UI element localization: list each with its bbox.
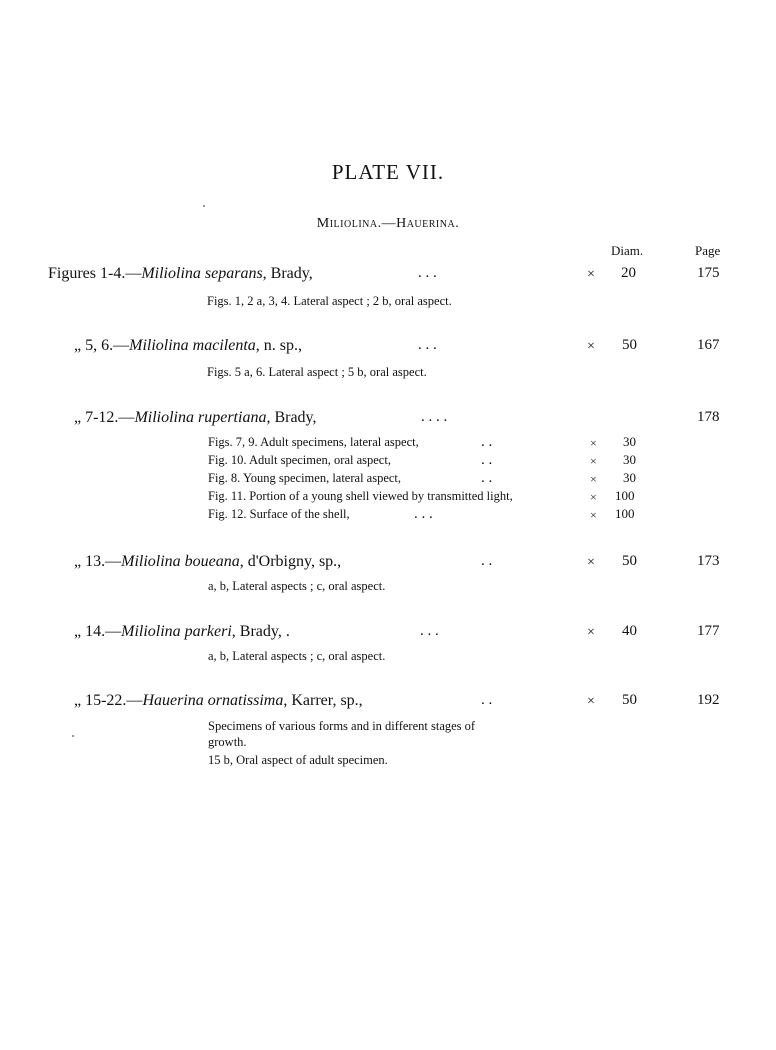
figure-note: Specimens of various forms and in different stages of — [208, 719, 476, 733]
entry-row — [48, 265, 313, 283]
diameter-value: 50 — [622, 692, 637, 708]
page-number: 173 — [697, 553, 720, 569]
magnification-sign: × — [587, 625, 595, 640]
leader-dots: . . . — [420, 623, 439, 639]
magnification-sign: × — [587, 555, 595, 570]
entry-prefix: „ 13.— — [74, 553, 122, 570]
figure-note: Figs. 5 a, 6. Lateral aspect ; 5 b, oral aspect. — [207, 365, 427, 379]
species-name: Miliolina macilenta — [129, 337, 256, 354]
species-name: Miliolina boueana — [121, 553, 240, 570]
species-author: , Brady, — [266, 409, 317, 426]
plate-subtitle: Miliolina.—Hauerina. — [316, 216, 460, 231]
scan-speck — [203, 205, 205, 207]
magnification-sign: × — [587, 694, 595, 709]
diameter-value: 50 — [622, 553, 637, 569]
page-number: 175 — [697, 265, 720, 281]
leader-dots: . . — [481, 434, 493, 450]
entry-row — [74, 623, 290, 641]
entry-row — [74, 692, 363, 710]
species-name: Miliolina parkeri — [121, 623, 232, 640]
leader-dots: . . — [481, 553, 493, 569]
entry-row — [74, 553, 341, 571]
entry-row — [74, 337, 302, 355]
species-name: Miliolina separans — [141, 265, 263, 282]
entry-prefix: „ 14.— — [74, 623, 122, 640]
magnification-sign: × — [587, 339, 595, 354]
diameter-value: 30 — [623, 452, 636, 467]
figure-note: Figs. 1, 2 a, 3, 4. Lateral aspect ; 2 b, oral aspect. — [207, 294, 452, 308]
species-author: , Brady, . — [231, 623, 290, 640]
page-number: 167 — [697, 337, 720, 353]
plate-title: PLATE VII. — [331, 160, 445, 184]
entry-row — [74, 409, 317, 427]
leader-dots: . . . — [414, 506, 433, 522]
leader-dots: . . . . — [421, 409, 448, 425]
magnification-sign: × — [590, 454, 597, 468]
scan-speck — [72, 735, 74, 737]
figure-note: Figs. 7, 9. Adult specimens, lateral aspect, — [208, 435, 419, 449]
species-author: , Karrer, sp., — [283, 692, 363, 709]
diameter-value: 40 — [622, 623, 637, 639]
diameter-value: 100 — [615, 488, 635, 503]
species-name: Hauerina ornatissima — [142, 692, 284, 709]
leader-dots: . . . — [418, 265, 437, 281]
diameter-value: 100 — [615, 506, 635, 521]
entry-prefix: Figures 1-4.— — [48, 265, 142, 282]
leader-dots: . . — [481, 470, 493, 486]
species-author: , Brady, — [262, 265, 313, 282]
figure-note: a, b, Lateral aspects ; c, oral aspect. — [208, 649, 386, 663]
entry-prefix: „ 7-12.— — [74, 409, 135, 426]
leader-dots: . . — [481, 452, 493, 468]
page-column-header: Page — [695, 243, 721, 258]
species-author: , d'Orbigny, sp., — [239, 553, 342, 570]
entry-prefix: „ 15-22.— — [74, 692, 143, 709]
figure-note: 15 b, Oral aspect of adult specimen. — [208, 753, 388, 767]
figure-note: a, b, Lateral aspects ; c, oral aspect. — [208, 579, 386, 593]
figure-note: Fig. 12. Surface of the shell, — [208, 507, 350, 521]
figure-note: Fig. 10. Adult specimen, oral aspect, — [208, 453, 391, 467]
magnification-sign: × — [590, 508, 597, 522]
leader-dots: . . . — [418, 337, 437, 353]
diameter-value: 30 — [623, 434, 636, 449]
diameter-value: 30 — [623, 470, 636, 485]
diameter-value: 50 — [622, 337, 637, 353]
leader-dots: . . — [481, 692, 493, 708]
page-number: 177 — [697, 623, 720, 639]
entry-prefix: „ 5, 6.— — [74, 337, 130, 354]
figure-note: growth. — [208, 735, 247, 749]
species-name: Miliolina rupertiana — [134, 409, 267, 426]
magnification-sign: × — [590, 472, 597, 486]
diam-column-header: Diam. — [611, 243, 644, 258]
figure-note: Fig. 11. Portion of a young shell viewed by transmitted light, — [208, 489, 513, 503]
diameter-value: 20 — [621, 265, 636, 281]
page-number: 178 — [697, 409, 720, 425]
magnification-sign: × — [587, 267, 595, 282]
figure-note: Fig. 8. Young specimen, lateral aspect, — [208, 471, 402, 485]
species-author: , n. sp., — [255, 337, 302, 354]
magnification-sign: × — [590, 490, 597, 504]
magnification-sign: × — [590, 436, 597, 450]
page-number: 192 — [697, 692, 720, 708]
